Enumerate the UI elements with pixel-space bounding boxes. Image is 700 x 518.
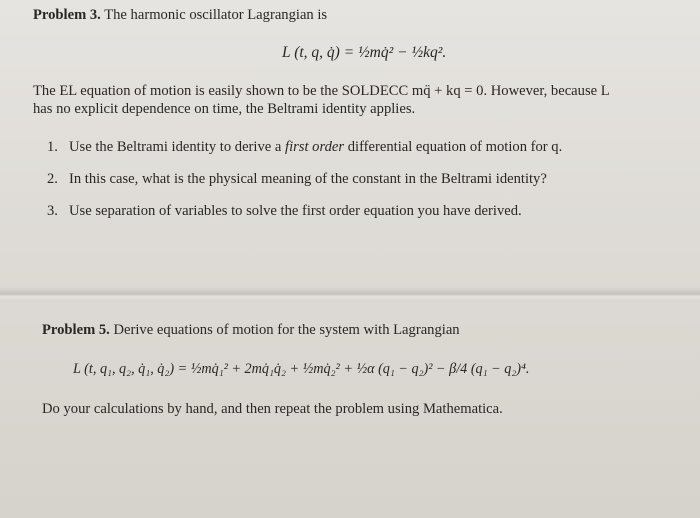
problem-5-lagrangian: L (t, q₁, q₂, q̇₁, q̇₂) = ½mq̇₁² + 2mq̇₁q̇₂ + ½mq̇₂² + ½α (q₁ − q₂)² − β/4 (q₁ − q₂)⁴.: [73, 361, 530, 377]
problem-3-el-line-2: has no explicit dependence on time, the Beltrami identity applies.: [33, 101, 416, 117]
item-2-text: In this case, what is the physical meaning of the constant in the Beltrami identity?: [69, 171, 547, 187]
problem-3-lagrangian: L (t, q, q̇) = ½mq̇² − ½kq².: [282, 44, 447, 61]
problem-3-title: [33, 6, 327, 24]
problem-3-intro: The harmonic oscillator Lagrangian is: [104, 7, 328, 23]
item-1-text-before: Use the Beltrami identity to derive a: [69, 139, 286, 155]
item-1-text-after: differential equation of motion for q.: [344, 139, 563, 155]
problem-3-item-2: [47, 170, 547, 188]
problem-3-item-1: [47, 138, 562, 156]
paper-crease: [0, 288, 700, 302]
problem-5-intro: Derive equations of motion for the system with Lagrangian: [113, 322, 460, 338]
problem-3-el-line-1: The EL equation of motion is easily shown to be the SOLDECC mq̈ + kq = 0. However, because L: [33, 83, 610, 99]
item-number: 1.: [47, 139, 58, 155]
problem-5-heading: Problem 5.: [42, 322, 110, 338]
item-3-text: Use separation of variables to solve the first order equation you have derived.: [69, 203, 522, 219]
problem-3-item-3: [47, 202, 522, 220]
problem-5-title: [42, 321, 460, 339]
problem-5-closing: Do your calculations by hand, and then repeat the problem using Mathematica.: [42, 401, 503, 417]
item-number: 2.: [47, 171, 58, 187]
item-1-emphasis: first order: [285, 139, 345, 155]
item-number: 3.: [47, 203, 58, 219]
problem-3-heading: Problem 3.: [33, 7, 101, 23]
